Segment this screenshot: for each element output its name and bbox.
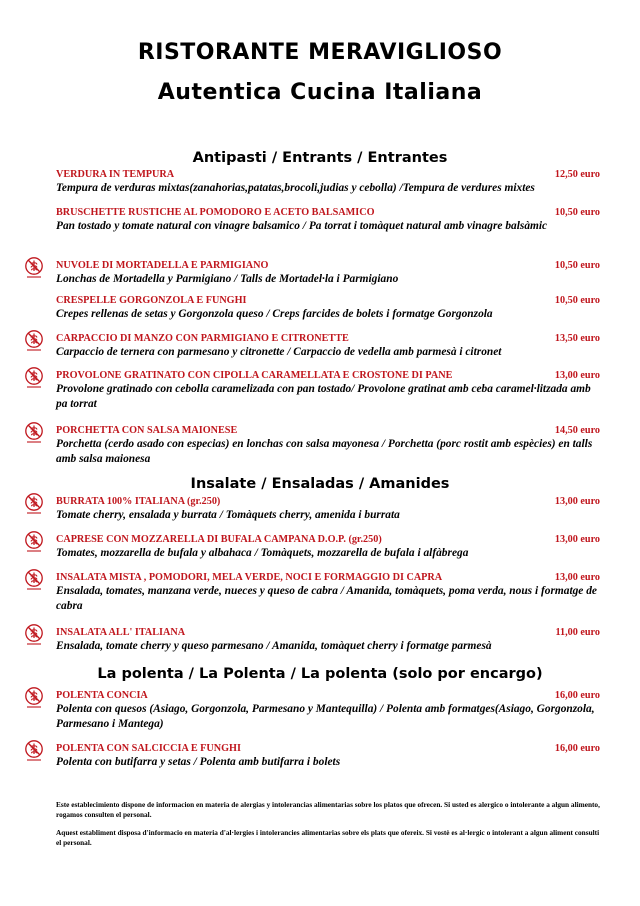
dish-description: Crepes rellenas de setas y Gorgonzola queso / Creps farcides de bolets i formatge Gorgonzola — [56, 308, 493, 320]
dish-description: Provolone gratinado con cebolla caramelizada con pan tostado/ Provolone gratinat amb ceba caramel·litzada amb pa torrat — [56, 383, 591, 410]
dish-description: Ensalada, tomate cherry y queso parmesano / Amanida, tomàquet cherry i formatge parmesà — [56, 640, 492, 652]
dish-name: PROVOLONE GRATINATO CON CIPOLLA CARAMELLATA E CROSTONE DI PANE — [56, 370, 453, 381]
gluten-free-icon — [22, 623, 46, 647]
dish-description: Porchetta (cerdo asado con especias) en lonchas con salsa mayonesa / Porchetta (porc rostit amb espècies) en talls amb salsa maionesa — [56, 438, 593, 465]
dish-price: 10,50 euro — [554, 207, 600, 218]
dish-description: Carpaccio de ternera con parmesano y citronette / Carpaccio de vedella amb parmesà i citronet — [56, 346, 502, 358]
dish-name: CAPRESE CON MOZZARELLA DI BUFALA CAMPANA D.O.P. (gr.250) — [56, 534, 382, 545]
section-heading: La polenta / La Polenta / La polenta (solo por encargo) — [97, 666, 543, 682]
dish-price: 13,00 euro — [554, 572, 600, 583]
dish-description: Tomate cherry, ensalada y burrata / Tomàquets cherry, amenida i burrata — [56, 509, 400, 521]
menu-item — [56, 626, 602, 654]
dish-description: Tempura de verduras mixtas(zanahorias,patatas,brocoli,judias y cebolla) /Tempura de verdures mixtes — [56, 182, 535, 194]
gluten-free-icon — [22, 329, 46, 353]
gluten-free-icon — [22, 492, 46, 516]
gluten-free-icon — [22, 686, 46, 710]
dish-name: POLENTA CONCIA — [56, 690, 148, 701]
menu-item — [56, 206, 602, 234]
dish-name: PORCHETTA CON SALSA MAIONESE — [56, 425, 238, 436]
dish-price: 10,50 euro — [554, 295, 600, 306]
section-heading: Antipasti / Entrants / Entrantes — [192, 150, 448, 166]
menu-item — [56, 533, 602, 561]
dish-description: Ensalada, tomates, manzana verde, nueces y queso de cabra / Amanida, tomàquets, poma verda, nous i formatge de cabra — [56, 585, 597, 612]
dish-price: 11,00 euro — [555, 627, 600, 638]
dish-description: Polenta con quesos (Asiago, Gorgonzola, Parmesano y Mantequilla) / Polenta amb formatges(Asiago, Gorgonzola, Parmesano i Mantega) — [56, 703, 595, 730]
gluten-free-icon — [22, 421, 46, 445]
dish-price: 10,50 euro — [554, 260, 600, 271]
gluten-free-icon — [22, 739, 46, 763]
dish-name: CRESPELLE GORGONZOLA E FUNGHI — [56, 295, 247, 306]
menu-item — [56, 495, 602, 523]
dish-description: Lonchas de Mortadella y Parmigiano / Talls de Mortadel·la i Parmigiano — [56, 273, 399, 285]
menu-item — [56, 294, 602, 322]
dish-description: Polenta con butifarra y setas / Polenta amb butifarra i bolets — [56, 756, 341, 768]
restaurant-tagline: Autentica Cucina Italiana — [157, 80, 483, 105]
dish-name: CARPACCIO DI MANZO CON PARMIGIANO E CITRONETTE — [56, 333, 349, 344]
menu-item — [56, 689, 602, 731]
dish-name: NUVOLE DI MORTADELLA E PARMIGIANO — [56, 260, 269, 271]
gluten-free-icon — [22, 568, 46, 592]
dish-description: Pan tostado y tomate natural con vinagre balsamico / Pa torrat i tomàquet natural amb vinagre balsàmic — [56, 220, 548, 232]
dish-price: 13,50 euro — [554, 333, 600, 344]
restaurant-name: RISTORANTE MERAVIGLIOSO — [137, 40, 503, 65]
gluten-free-icon — [22, 530, 46, 554]
allergy-note-catalan: Aquest establiment disposa d'informacio en materia d'al·lergies i intolerancies alimentarias sobre els plats que ofereix. Si vostè es al·lergic o intolerant a algun aliment consulti el personal. — [56, 828, 600, 847]
dish-name: POLENTA CON SALCICCIA E FUNGHI — [56, 743, 241, 754]
menu-item — [56, 742, 602, 770]
dish-price: 16,00 euro — [554, 690, 600, 701]
dish-price: 13,00 euro — [554, 496, 600, 507]
menu-item — [56, 168, 602, 196]
dish-name: BRUSCHETTE RUSTICHE AL POMODORO E ACETO BALSAMICO — [56, 207, 375, 218]
dish-price: 16,00 euro — [554, 743, 600, 754]
dish-price: 13,00 euro — [554, 370, 600, 381]
section-heading: Insalate / Ensaladas / Amanides — [190, 476, 450, 492]
dish-name: VERDURA IN TEMPURA — [56, 169, 175, 180]
dish-price: 12,50 euro — [554, 169, 600, 180]
menu-item — [56, 259, 602, 287]
menu-item — [56, 571, 602, 613]
menu-item — [56, 424, 602, 466]
menu-item — [56, 332, 602, 360]
menu-item — [56, 369, 602, 411]
gluten-free-icon — [22, 366, 46, 390]
dish-name: INSALATA ALL' ITALIANA — [56, 627, 186, 638]
dish-price: 13,00 euro — [554, 534, 600, 545]
gluten-free-icon — [22, 256, 46, 280]
allergy-note-spanish: Este establecimiento dispone de informacion en materia de alergias y intolerancias alimentarias sobre los platos que ofrecen. Si usted es alergico o intolerante a algun alimento, rogamos consulten el personal. — [56, 800, 600, 819]
dish-description: Tomates, mozzarella de bufala y albahaca / Tomàquets, mozzarella de bufala i alfàbrega — [56, 547, 469, 559]
dish-price: 14,50 euro — [554, 425, 600, 436]
dish-name: BURRATA 100% ITALIANA (gr.250) — [56, 496, 221, 507]
dish-name: INSALATA MISTA , POMODORI, MELA VERDE, NOCI E FORMAGGIO DI CAPRA — [56, 572, 443, 583]
